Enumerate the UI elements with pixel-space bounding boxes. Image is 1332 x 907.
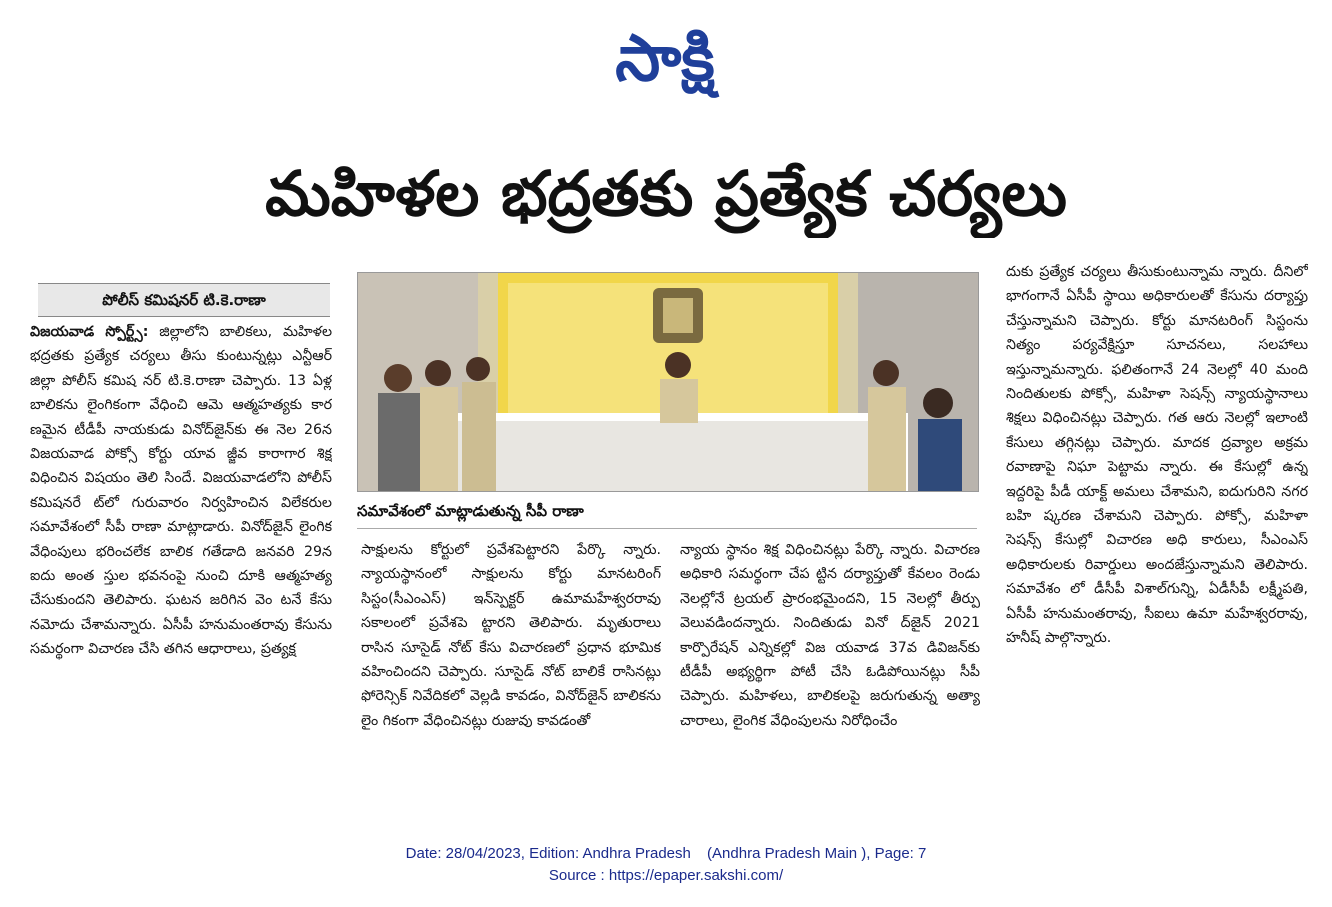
column-2-text: సాక్షులను కోర్టులో ప్రవేశపెట్టారని పేర్కొ న్నారు. న్యాయస్థానంలో సాక్షులను కోర్టు మానటరింగ్‌ సిస్టం(సీఎంఎస్‌) ఇన్‌స్పెక్టర్‌ ఉమామహేశ్వరరావు సకాలంలో ప్రవేశపె ట్టారని తెలిపారు. మృతురాలు రాసిన సూసైడ్‌ నోట్‌ కేసు విచారణలో ప్రధాన భూమిక వహించిందని చెప్పారు. సూసైడ్‌ నోట్‌ బాలికే రాసినట్లు ఫోరెన్సిక్‌ నివేదికలో వెల్లడి కావడం, వినోద్‌జైన్‌ బాలికను లైం గికంగా వేధించినట్లు రుజువు కావడంతో — [361, 542, 661, 729]
article-column-3 — [680, 538, 980, 823]
footer-date-line — [0, 845, 1332, 862]
caption-divider — [357, 528, 977, 529]
photo-caption: సమావేశంలో మాట్లాడుతున్న సీపీ రాణా — [357, 502, 584, 520]
article-column-4 — [1006, 260, 1308, 825]
column-3-text: న్యాయ స్థానం శిక్ష విధించినట్లు పేర్కొ న్నారు. విచారణ అధికారి సమర్థంగా చేప ట్టిన దర్యాప్తుతో కేవలం రెండు నెలల్లోనే ట్రయల్‌ ప్రారంభమైందని, 15 నెలల్లో తీర్పు వెలువడిందన్నారు. నిందితుడు వినో ద్‌జైన్‌ 2021 కార్పొరేషన్‌ ఎన్నికల్లో విజ యవాడ 37వ డివిజన్‌కు టీడీపీ అభ్యర్థిగా పోటీ చేసి ఓడిపోయినట్లు సీపీ చెప్పారు. మహిళలు, బాలికలపై జరుగుతున్న అత్యా చారాలు, లైంగిక వేధింపులను నిరోధించేం — [680, 542, 980, 729]
headline: మహిళల భద్రతకు ప్రత్యేక చర్యలు — [265, 157, 1067, 230]
article-column-2 — [361, 538, 661, 823]
footer-source: Source : https://epaper.sakshi.com/ — [548, 867, 784, 884]
article-column-1 — [30, 320, 332, 825]
column-4-text: దుకు ప్రత్యేక చర్యలు తీసుకుంటున్నామ న్నారు. దీనిలో భాగంగానే ఏసీపీ స్థాయి అధికారులతో కేసును దర్యాప్తు చేస్తున్నామని చెప్పారు. కోర్టు మానటరింగ్‌ సిస్టంను నిత్యం పర్యవేక్షిస్తూ సూచనలు, సలహాలు ఇస్తున్నామన్నారు. ఫలితంగానే 24 నెలల్లో 40 మంది నిందితులకు పోక్సో, మహిళా సెషన్స్‌ న్యాయస్థానాలు శిక్షలు విధించినట్లు చెప్పారు. గత ఆరు నెలల్లో ఇలాంటి కేసులు తగ్గినట్లు చెప్పారు. మాదక ద్రవ్యాల అక్రమ రవాణాపై నిఘా పెట్టామ న్నారు. ఈ కేసుల్లో ఉన్న ఇద్దరిపై పీడీ యాక్ట్‌ అమలు చేశామని, ఐదుగురిని నగర బహి ష్కరణ చేశామని చెప్పారు. పోక్సో, మహిళా సెషన్స్‌ కేసుల్లో విచారణ అధి కారులు, సీఎంఎస్‌ అధికారులకు రివార్డులు అందజేస్తున్నామని తెలిపారు. సమావేశం లో డీసీపీ విశాల్‌గున్ని, ఏడీసీపీ లక్ష్మీపతి, ఏసీపీ హనుమంతరావు, సీఐలు ఉమా మహేశ్వరరావు, హనీష్‌ పాల్గొన్నారు. — [1006, 264, 1308, 647]
footer-edition: (Andhra Pradesh Main ), Page: 7 — [707, 845, 927, 862]
sakshi-logo — [560, 18, 770, 98]
dateline: విజయవాడ స్పోర్ట్స్‌: — [30, 324, 149, 340]
footer-date: Date: 28/04/2023, Edition: Andhra Pradesh — [405, 845, 691, 862]
svg-text:సాక్షి: సాక్షి — [615, 22, 715, 96]
byline: పోలీస్‌ కమిషనర్‌ టి.కె.రాణా — [38, 283, 330, 317]
meeting-photo — [357, 272, 979, 492]
column-1-text: జిల్లాలోని బాలికలు, మహిళల భద్రతకు ప్రత్యేక చర్యలు తీసు కుంటున్నట్లు ఎన్టీఆర్‌ జిల్లా పోలీస్‌ కమిష నర్‌ టి.కె.రాణా చెప్పారు. 13 ఏళ్ల బాలికను లైంగికంగా వేధించి ఆమె ఆత్మహత్యకు కార ణమైన టీడీపీ నాయకుడు వినోద్‌జైన్‌కు ఈ నెల 26న విజయవాడ పోక్సో కోర్టు యావ జ్జీవ కారాగార శిక్ష విధించిన విషయం తెలి సిందే. విజయవాడలోని పోలీస్‌ కమిషనరే ట్‌లో గురువారం నిర్వహించిన విలేకరుల సమావేశంలో సీపీ రాణా మాట్లాడారు. వినోద్‌జైన్‌ లైంగిక వేధింపులు భరించలేక బాలిక గతేడాది జనవరి 29న ఐదు అంత స్తుల భవనంపై నుంచి దూకి ఆత్మహత్య చేసుకుందని తెలిపారు. ఘటన జరిగిన వెం టనే కేసు నమోదు చేశామన్నారు. ఏసీపీ హనుమంతరావు కేసును సమర్థంగా విచారణ చేసి తగిన ఆధారాలు, ప్రత్యక్ష — [30, 324, 332, 658]
